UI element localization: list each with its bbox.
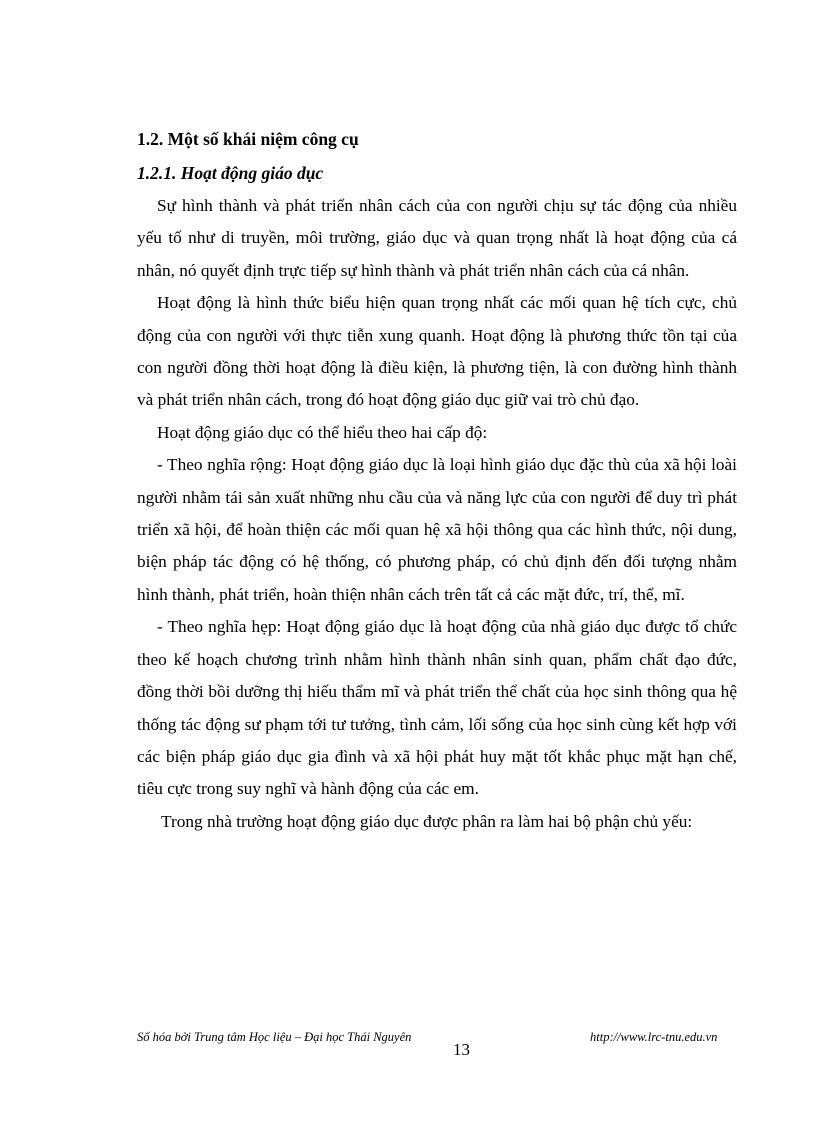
paragraph-6: Trong nhà trường hoạt động giáo dục được phân ra làm hai bộ phận chủ yếu: bbox=[161, 811, 693, 831]
paragraph-broad-sense: - Theo nghĩa rộng: Hoạt động giáo dục là loại hình giáo dục đặc thù của xã hội loài người nhằm tái sản xuất những nhu cầu của và năng lực của con người để duy trì phát triển xã hội, để hoàn thiện các mối quan hệ xã hội thông qua các hình thức, nội dung, biện pháp tác động có hệ thống, có phương pháp, có chủ định đến đối tượng nhằm hình thành, phát triển, hoàn thiện nhân cách trên tất cả các mặt đức, trí, thể, mĩ. bbox=[137, 455, 737, 604]
page-content bbox=[137, 127, 737, 838]
paragraph-1: Sự hình thành và phát triển nhân cách của con người chịu sự tác động của nhiều yếu tố như di truyền, môi trường, giáo dục và quan trọng nhất là hoạt động của cá nhân, nó quyết định trực tiếp sự hình thành và phát triển nhân cách của cá nhân. bbox=[137, 196, 737, 280]
paragraph-2: Hoạt động là hình thức biểu hiện quan trọng nhất các mối quan hệ tích cực, chủ động của con người với thực tiễn xung quanh. Hoạt động là phương thức tồn tại của con người đồng thời hoạt động là điều kiện, là phương tiện, là con đường hình thành và phát triển nhân cách, trong đó hoạt động giáo dục giữ vai trò chủ đạo. bbox=[137, 293, 737, 410]
paragraph-narrow-sense: - Theo nghĩa hẹp: Hoạt động giáo dục là hoạt động của nhà giáo dục được tổ chức theo kế hoạch chương trình nhằm hình thành nhân sinh quan, phẩm chất đạo đức, đồng thời bồi dưỡng thị hiếu thẩm mĩ và phát triển thể chất của học sinh thông qua hệ thống tác động sư phạm tới tư tưởng, tình cảm, lối sống của học sinh cùng kết hợp với các biện pháp giáo dục gia đình và xã hội phát huy mặt tốt khắc phục mặt hạn chế, tiêu cực trong suy nghĩ và hành động của các em. bbox=[137, 617, 737, 799]
footer-url: http://www.lrc-tnu.edu.vn bbox=[590, 1030, 718, 1044]
paragraph-3: Hoạt động giáo dục có thể hiểu theo hai cấp độ: bbox=[157, 422, 488, 442]
page-number: 13 bbox=[453, 1040, 470, 1059]
section-heading: 1.2. Một số khái niệm công cụ bbox=[137, 129, 359, 149]
subsection-heading: 1.2.1. Hoạt động giáo dục bbox=[137, 163, 324, 183]
footer-source: Số hóa bởi Trung tâm Học liệu – Đại học Thái Nguyên bbox=[137, 1030, 412, 1044]
